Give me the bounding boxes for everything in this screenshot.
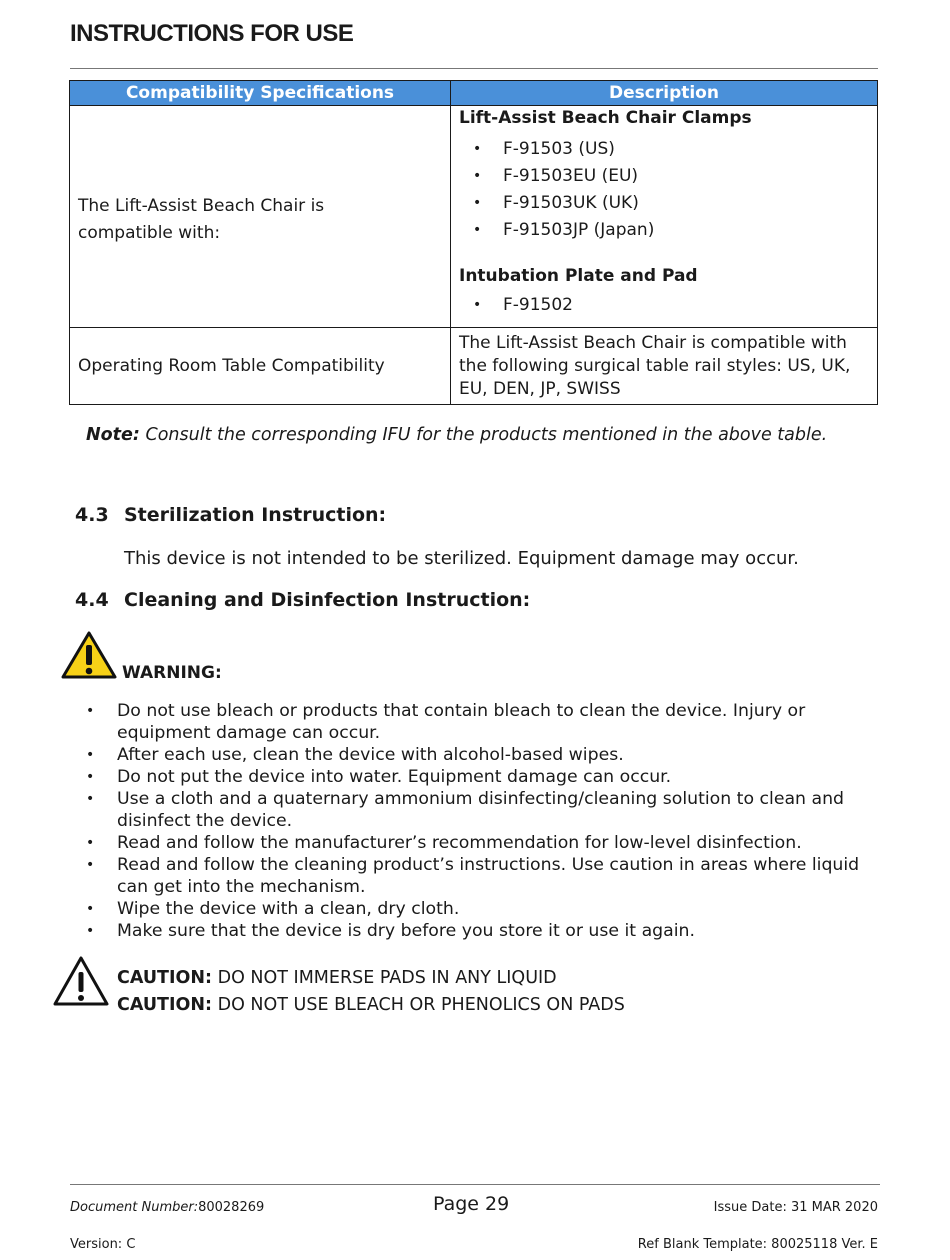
compatibility-label: The Lift-Assist Beach Chair is compatible with: bbox=[78, 195, 325, 243]
caution-line bbox=[117, 968, 557, 988]
ref-template: Ref Blank Template: 80025118 Ver. E bbox=[637, 1237, 878, 1252]
or-table-label: Operating Room Table Compatibility bbox=[78, 356, 385, 376]
list-item: • Use a cloth and a quaternary ammonium disinfecting/cleaning solution to clean and disinfect the device. bbox=[86, 788, 876, 832]
note-label: Note: bbox=[86, 425, 140, 445]
sterilization-text: This device is not intended to be sterilized. Equipment damage may occur. bbox=[124, 548, 799, 569]
list-item: • F-91503JP (Japan) bbox=[503, 217, 869, 244]
document-number-value: 80028269 bbox=[198, 1200, 265, 1215]
table-cell bbox=[70, 328, 451, 405]
caution-text: DO NOT IMMERSE PADS IN ANY LIQUID bbox=[217, 968, 557, 988]
table-header-row bbox=[70, 81, 878, 106]
section-number: 4.4 bbox=[75, 589, 109, 611]
list-item: • F-91503 (US) bbox=[503, 136, 869, 163]
table-header-cell: Compatibility Specifications bbox=[70, 81, 451, 106]
warning-icon bbox=[61, 630, 117, 680]
issue-date: Issue Date: 31 MAR 2020 bbox=[713, 1200, 878, 1215]
document-number-label: Document Number: bbox=[70, 1200, 199, 1215]
table-cell bbox=[451, 106, 878, 328]
intubation-heading: Intubation Plate and Pad bbox=[459, 266, 698, 286]
footer-divider bbox=[70, 1184, 880, 1185]
table-header-cell: Description bbox=[451, 81, 878, 106]
page-number: Page 29 bbox=[433, 1193, 510, 1215]
page-header-title: INSTRUCTIONS FOR USE bbox=[70, 20, 354, 47]
table-row bbox=[70, 328, 878, 405]
cleaning-instructions-list bbox=[86, 700, 876, 942]
list-item: • F-91503EU (EU) bbox=[503, 163, 869, 190]
list-item: • Do not use bleach or products that contain bleach to clean the device. Injury or equipment damage can occur. bbox=[86, 700, 876, 744]
caution-label: CAUTION: bbox=[117, 995, 213, 1015]
list-item: • Read and follow the cleaning product’s instructions. Use caution in areas where liquid can get into the mechanism. bbox=[86, 854, 876, 898]
compatibility-table bbox=[69, 80, 878, 405]
intubation-list bbox=[459, 292, 869, 319]
caution-text: DO NOT USE BLEACH OR PHENOLICS ON PADS bbox=[217, 995, 625, 1015]
header-divider bbox=[70, 68, 878, 69]
table-row bbox=[70, 106, 878, 328]
section-title: Sterilization Instruction: bbox=[124, 504, 387, 526]
clamps-heading: Lift-Assist Beach Chair Clamps bbox=[459, 108, 752, 128]
list-item: • After each use, clean the device with alcohol-based wipes. bbox=[86, 744, 876, 766]
table-cell bbox=[451, 328, 878, 405]
clamps-list bbox=[459, 136, 869, 244]
list-item: • Make sure that the device is dry before you store it or use it again. bbox=[86, 920, 876, 942]
warning-label: WARNING: bbox=[122, 663, 222, 683]
list-item: • Read and follow the manufacturer’s recommendation for low-level disinfection. bbox=[86, 832, 876, 854]
list-item: • Do not put the device into water. Equipment damage can occur. bbox=[86, 766, 876, 788]
caution-line bbox=[117, 995, 625, 1015]
or-table-description: The Lift-Assist Beach Chair is compatible with the following surgical table rail styles: US, UK, EU, DEN, JP, SWISS bbox=[459, 332, 851, 399]
note-text: Consult the corresponding IFU for the products mentioned in the above table. bbox=[145, 425, 828, 445]
table-note bbox=[86, 425, 827, 445]
version: Version: C bbox=[70, 1237, 136, 1252]
caution-icon bbox=[52, 955, 110, 1007]
list-item: • F-91502 bbox=[503, 292, 869, 319]
caution-label: CAUTION: bbox=[117, 968, 213, 988]
section-number: 4.3 bbox=[75, 504, 109, 526]
list-item: • Wipe the device with a clean, dry cloth. bbox=[86, 898, 876, 920]
list-item: • F-91503UK (UK) bbox=[503, 190, 869, 217]
document-number bbox=[70, 1200, 264, 1215]
section-title: Cleaning and Disinfection Instruction: bbox=[124, 589, 531, 611]
table-cell bbox=[70, 106, 451, 328]
